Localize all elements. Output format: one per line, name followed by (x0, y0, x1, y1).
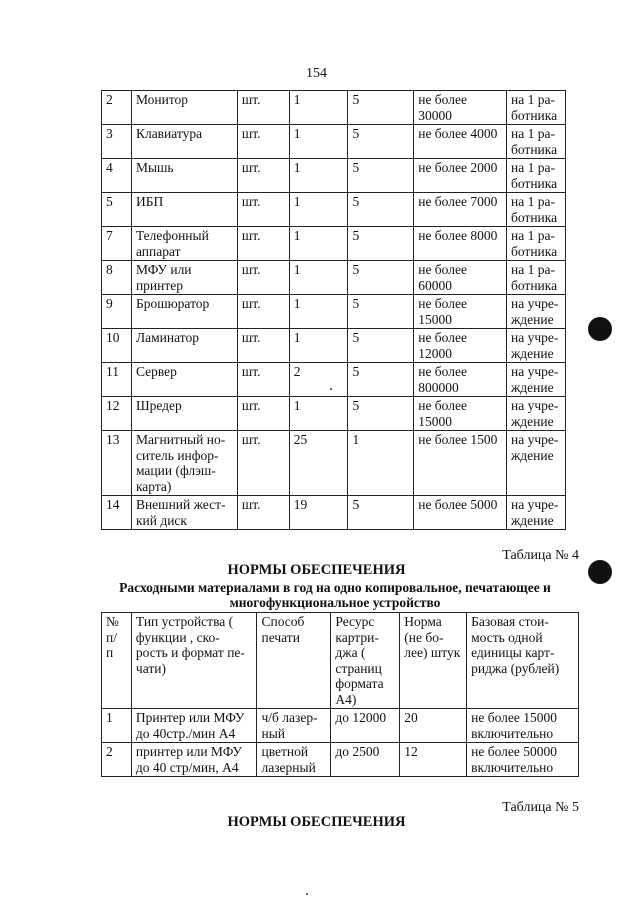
table-cell: 4 (102, 159, 132, 193)
table-cell: на 1 ра- ботника (506, 227, 565, 261)
table-cell: 2 (102, 743, 132, 777)
table-4-label: Таблица № 4 (502, 548, 579, 563)
table-cell: ч/б лазер- ный (257, 709, 331, 743)
table-cell: на 1 ра- ботника (506, 193, 565, 227)
table-cell: 1 (289, 261, 348, 295)
table-cell: 8 (102, 261, 132, 295)
table-cell: 11 (102, 363, 132, 397)
table-row (102, 397, 566, 431)
table-cell: ИБП (131, 193, 237, 227)
table-cell: 5 (348, 363, 414, 397)
table-cell: на учре- ждение (506, 329, 565, 363)
table-cell: 5 (348, 91, 414, 125)
table-cell: 2 (289, 363, 348, 397)
table-cell: не более 5000 (414, 496, 507, 530)
table-cell: 19 (289, 496, 348, 530)
table-row (102, 261, 566, 295)
table-cell: шт. (237, 496, 289, 530)
table-cell: шт. (237, 261, 289, 295)
table-cell: Принтер или МФУ до 40стр./мин А4 (131, 709, 257, 743)
table-cell: 5 (102, 193, 132, 227)
table-cell: на учре- ждение (506, 431, 565, 496)
table-cell: 3 (102, 125, 132, 159)
table-cell: шт. (237, 193, 289, 227)
table-4-title: НОРМЫ ОБЕСПЕЧЕНИЯ (227, 562, 406, 578)
equipment-norms-table (101, 90, 566, 530)
scan-speck (306, 893, 308, 895)
table-cell: не более 4000 (414, 125, 507, 159)
table-cell: 1 (289, 159, 348, 193)
table-row (102, 91, 566, 125)
table-cell: 5 (348, 295, 414, 329)
binder-hole (588, 317, 612, 341)
table-cell: 5 (348, 397, 414, 431)
table-cell: шт. (237, 91, 289, 125)
table-row (102, 709, 579, 743)
table-cell: 1 (289, 125, 348, 159)
table-cell: Ламинатор (131, 329, 237, 363)
table-cell: Магнитный но- ситель инфор- мации (флэш- карта) (131, 431, 237, 496)
table-cell: 1 (289, 295, 348, 329)
table-row (102, 193, 566, 227)
table-cell: не более 800000 (414, 363, 507, 397)
table-cell: на 1 ра- ботника (506, 91, 565, 125)
table-cell: 1 (102, 709, 132, 743)
column-header: Базовая стои- мость одной единицы карт- риджа (рублей) (467, 613, 579, 709)
table-cell: Шредер (131, 397, 237, 431)
table-cell: шт. (237, 363, 289, 397)
table-cell: МФУ или принтер (131, 261, 237, 295)
table-row (102, 743, 579, 777)
table-cell: 12 (400, 743, 467, 777)
table-cell: не более 50000 включительно (467, 743, 579, 777)
table-4-subtitle: Расходными материалами в год на одно копировальное, печатающее и многофункциональное устройство (119, 580, 551, 610)
binder-hole (588, 560, 612, 584)
consumables-norms-table (101, 612, 579, 777)
table-row (102, 125, 566, 159)
table-cell: шт. (237, 125, 289, 159)
column-header: № п/ п (102, 613, 132, 709)
table-cell: 1 (289, 329, 348, 363)
table-cell: Сервер (131, 363, 237, 397)
table-row (102, 227, 566, 261)
column-header: Норма (не бо- лее) штук (400, 613, 467, 709)
table-cell: 13 (102, 431, 132, 496)
table-cell: 12 (102, 397, 132, 431)
table-cell: шт. (237, 227, 289, 261)
table-row (102, 159, 566, 193)
table-cell: 1 (289, 227, 348, 261)
table-cell: 5 (348, 496, 414, 530)
scan-speck (330, 388, 332, 390)
table-cell: до 12000 (331, 709, 400, 743)
table-cell: на 1 ра- ботника (506, 125, 565, 159)
table-cell: 25 (289, 431, 348, 496)
table-cell: не более 12000 (414, 329, 507, 363)
table-cell: 5 (348, 125, 414, 159)
table-cell: не более 8000 (414, 227, 507, 261)
table-cell: 2 (102, 91, 132, 125)
table-5-label: Таблица № 5 (502, 800, 579, 815)
table-row (102, 431, 566, 496)
table-cell: 1 (348, 431, 414, 496)
table-cell: 5 (348, 227, 414, 261)
table-cell: 1 (289, 193, 348, 227)
table-cell: не более 15000 включительно (467, 709, 579, 743)
table-cell: 5 (348, 193, 414, 227)
table-row (102, 329, 566, 363)
column-header: Способ печати (257, 613, 331, 709)
table-cell: Мышь (131, 159, 237, 193)
table-row (102, 363, 566, 397)
table-cell: Телефонный аппарат (131, 227, 237, 261)
table-cell: на учре- ждение (506, 397, 565, 431)
page-number: 154 (306, 66, 327, 81)
table-cell: 1 (289, 397, 348, 431)
table-cell: на учре- ждение (506, 363, 565, 397)
column-header: Ресурс картри- джа ( страниц формата А4) (331, 613, 400, 709)
table-row (102, 496, 566, 530)
table-cell: 5 (348, 261, 414, 295)
table-cell: не более 30000 (414, 91, 507, 125)
table-cell: шт. (237, 397, 289, 431)
table-cell: шт. (237, 159, 289, 193)
table-cell: не более 2000 (414, 159, 507, 193)
table-cell: до 2500 (331, 743, 400, 777)
table-cell: не более 1500 (414, 431, 507, 496)
table-cell: не более 15000 (414, 397, 507, 431)
table-cell: 5 (348, 329, 414, 363)
table-cell: на учре- ждение (506, 496, 565, 530)
table-cell: Клавиатура (131, 125, 237, 159)
table-cell: цветной лазерный (257, 743, 331, 777)
table-cell: на 1 ра- ботника (506, 261, 565, 295)
table-cell: на учре- ждение (506, 295, 565, 329)
table-cell: не более 60000 (414, 261, 507, 295)
table-cell: Брошюратор (131, 295, 237, 329)
table-cell: шт. (237, 431, 289, 496)
table-cell: 9 (102, 295, 132, 329)
table-cell: 7 (102, 227, 132, 261)
table-cell: не более 15000 (414, 295, 507, 329)
table-cell: на 1 ра- ботника (506, 159, 565, 193)
table-cell: 5 (348, 159, 414, 193)
table-cell: 20 (400, 709, 467, 743)
table-cell: шт. (237, 329, 289, 363)
table-cell: Монитор (131, 91, 237, 125)
column-header: Тип устройства ( функции , ско- рость и формат пе- чати) (131, 613, 257, 709)
table-cell: 14 (102, 496, 132, 530)
table-cell: 1 (289, 91, 348, 125)
table-5-title: НОРМЫ ОБЕСПЕЧЕНИЯ (227, 814, 406, 830)
table-row (102, 295, 566, 329)
table-cell: шт. (237, 295, 289, 329)
table-cell: 10 (102, 329, 132, 363)
table-cell: Внешний жест- кий диск (131, 496, 237, 530)
table-cell: не более 7000 (414, 193, 507, 227)
table-cell: принтер или МФУ до 40 стр/мин, А4 (131, 743, 257, 777)
